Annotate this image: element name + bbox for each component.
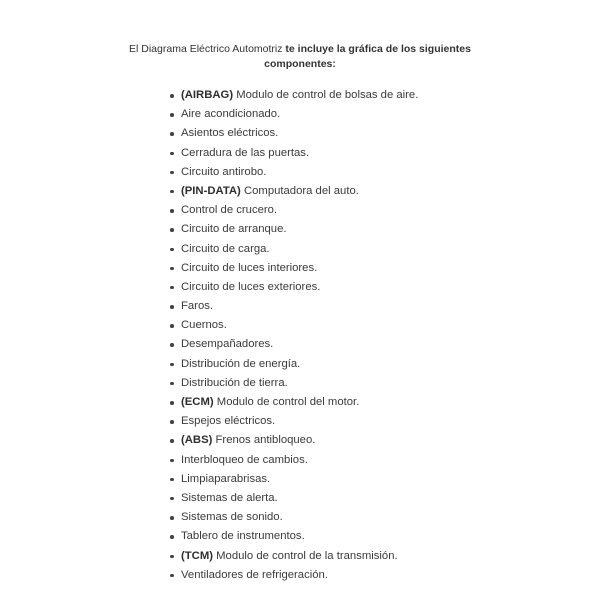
list-item xyxy=(170,335,418,354)
component-text: Limpiaparabrisas. xyxy=(181,472,271,485)
component-text: Cuernos. xyxy=(181,319,227,332)
component-code: (AIRBAG) xyxy=(181,89,234,101)
bullet-icon xyxy=(170,248,174,252)
list-item xyxy=(170,470,418,489)
bullet-icon xyxy=(170,324,174,328)
component-text: Tablero de instrumentos. xyxy=(181,530,305,543)
component-text: Desempañadores. xyxy=(181,338,274,351)
bullet-icon xyxy=(170,171,174,175)
component-text: Control de crucero. xyxy=(181,204,278,217)
list-item xyxy=(170,278,418,297)
bullet-icon xyxy=(170,516,174,520)
bullet-icon xyxy=(170,305,174,309)
bullet-icon xyxy=(170,363,174,367)
component-text: Cerradura de las puertas. xyxy=(181,146,310,159)
component-code: (ECM) xyxy=(181,396,214,408)
intro-paragraph xyxy=(120,42,480,72)
component-text: Frenos antibloqueo. xyxy=(215,434,316,447)
list-item xyxy=(170,374,418,393)
bullet-icon xyxy=(170,478,174,482)
list-item xyxy=(170,489,418,508)
component-list xyxy=(170,86,418,585)
component-text: Circuito de luces interiores. xyxy=(181,261,318,274)
bullet-icon xyxy=(170,555,174,559)
list-item xyxy=(170,105,418,124)
list-item xyxy=(170,412,418,431)
list-item xyxy=(170,566,418,585)
component-text: Distribución de energía. xyxy=(181,357,301,370)
component-text: Ventiladores de refrigeración. xyxy=(181,568,328,581)
component-code: (ABS) xyxy=(181,434,213,447)
bullet-icon xyxy=(170,286,174,290)
bullet-icon xyxy=(170,190,174,194)
bullet-icon xyxy=(170,132,174,136)
list-item xyxy=(170,527,418,546)
list-item xyxy=(170,182,418,201)
bullet-icon xyxy=(170,401,174,405)
component-text: Asientos eléctricos. xyxy=(181,127,279,140)
bullet-icon xyxy=(170,152,174,156)
bullet-icon xyxy=(170,459,174,463)
bullet-icon xyxy=(170,574,174,578)
list-item xyxy=(170,393,418,412)
list-item xyxy=(170,431,418,450)
list-item xyxy=(170,259,418,278)
list-item xyxy=(170,144,418,163)
list-item xyxy=(170,316,418,335)
component-text: Modulo de control del motor. xyxy=(216,396,360,408)
bullet-icon xyxy=(170,343,174,347)
bullet-icon xyxy=(170,209,174,213)
bullet-icon xyxy=(170,267,174,271)
component-text: Circuito antirobo. xyxy=(181,165,267,178)
component-text: Circuito de luces exteriores. xyxy=(181,280,321,293)
bullet-icon xyxy=(170,113,174,117)
component-text: Circuito de arranque. xyxy=(181,223,287,236)
component-code: (PIN-DATA) xyxy=(181,184,241,197)
list-item xyxy=(170,240,418,259)
bullet-icon xyxy=(170,228,174,232)
list-item xyxy=(170,355,418,374)
component-text: Interbloqueo de cambios. xyxy=(181,453,308,466)
component-text: Aire acondicionado. xyxy=(181,108,281,121)
component-code: (TCM) xyxy=(181,549,213,562)
component-text: Modulo de control de bolsas de aire. xyxy=(236,89,419,101)
list-item xyxy=(170,86,418,105)
intro-plain-text: El Diagrama Eléctrico Automotriz xyxy=(129,43,286,55)
bullet-icon xyxy=(170,535,174,539)
component-text: Sistemas de alerta. xyxy=(181,491,278,504)
list-item xyxy=(170,124,418,143)
component-text: Circuito de carga. xyxy=(181,242,270,255)
list-item xyxy=(170,163,418,182)
component-text: Faros. xyxy=(181,300,214,313)
list-item xyxy=(170,451,418,470)
list-item xyxy=(170,547,418,566)
bullet-icon xyxy=(170,94,174,98)
component-text: Sistemas de sonido. xyxy=(181,511,283,524)
component-text: Distribución de tierra. xyxy=(181,376,288,389)
bullet-icon xyxy=(170,420,174,424)
component-text: Espejos eléctricos. xyxy=(181,415,276,428)
list-item xyxy=(170,220,418,239)
component-text: Computadora del auto. xyxy=(243,184,359,197)
bullet-icon xyxy=(170,439,174,443)
list-item xyxy=(170,201,418,220)
component-text: Modulo de control de la transmisión. xyxy=(216,549,398,562)
list-item xyxy=(170,297,418,316)
list-item xyxy=(170,508,418,527)
bullet-icon xyxy=(170,497,174,501)
intro-bold-text: te incluye la gráfica de los siguientes componentes: xyxy=(264,43,471,70)
bullet-icon xyxy=(170,382,174,386)
